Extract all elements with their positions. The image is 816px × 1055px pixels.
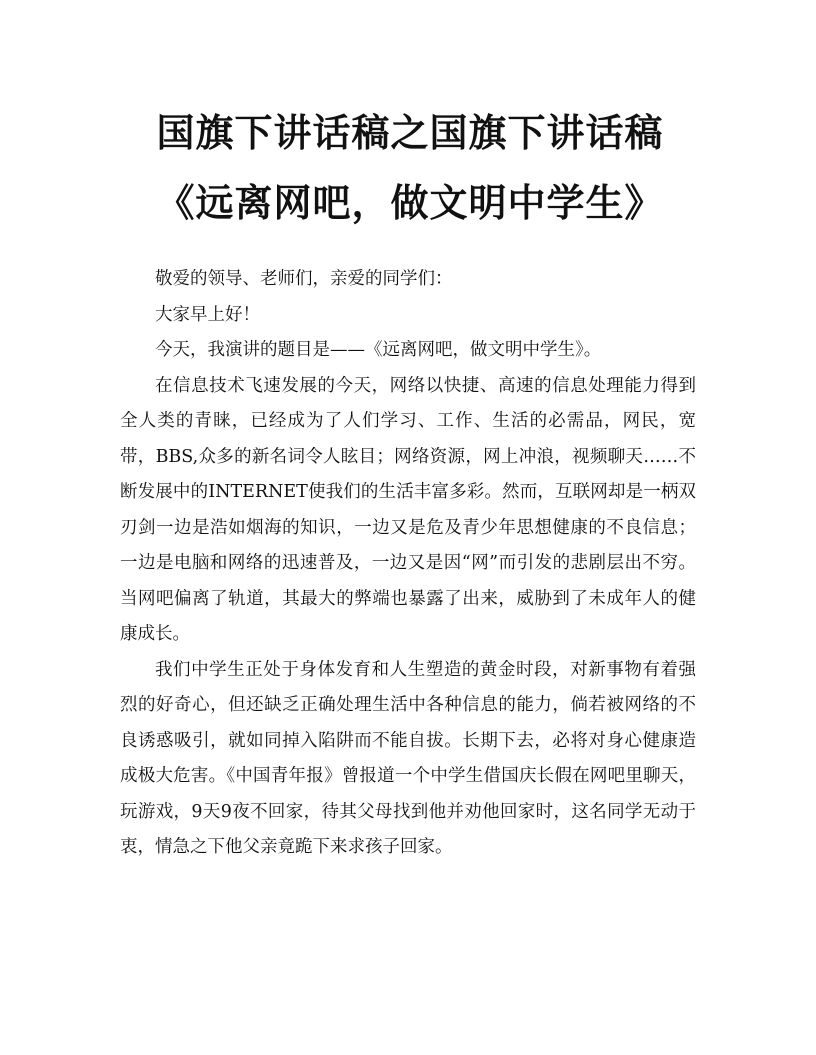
document-body [120,262,696,866]
paragraph-students: 我们中学生正处于身体发育和人生塑造的黄金时段，对新事物有着强烈的好奇心，但还缺乏正确处理生活中各种信息的能力，倘若被网络的不良诱惑吸引，就如同掉入陷阱而不能自拔。长期下去，必将对身心健康造成极大危害。《中国青年报》曾报道一个中学生借国庆长假在网吧里聊天，玩游戏，9天9夜不回家，待其父母找到他并劝他回家时，这名同学无动于衷，情急之下他父亲竟跪下来求孩子回家。 [120,659,696,857]
paragraph-morning: 大家早上好！ [155,304,260,325]
paragraph-internet: 在信息技术飞速发展的今天，网络以快捷、高速的信息处理能力得到全人类的青睐，已经成为了人们学习、工作、生活的必需品，网民，宽带，BBS,众多的新名词令人眩目；网络资源，网上冲浪，视频聊天……不断发展中的INTERNET使我们的生活丰富多彩。然而，互联网却是一柄双刃剑一边是浩如烟海的知识，一边又是危及青少年思想健康的不良信息；一边是电脑和网络的迅速普及，一边又是因“网”而引发的悲剧层出不穷。当网吧偏离了轨道，其最大的弊端也暴露了出来，威胁到了未成年人的健康成长。 [120,375,696,644]
document-title: 国旗下讲话稿之国旗下讲话稿《远离网吧，做文明中学生》 [156,110,664,225]
paragraph-topic: 今天，我演讲的题目是——《远离网吧，做文明中学生》。 [155,340,602,360]
paragraph-greeting: 敬爱的领导、老师们，亲爱的同学们： [155,269,453,289]
